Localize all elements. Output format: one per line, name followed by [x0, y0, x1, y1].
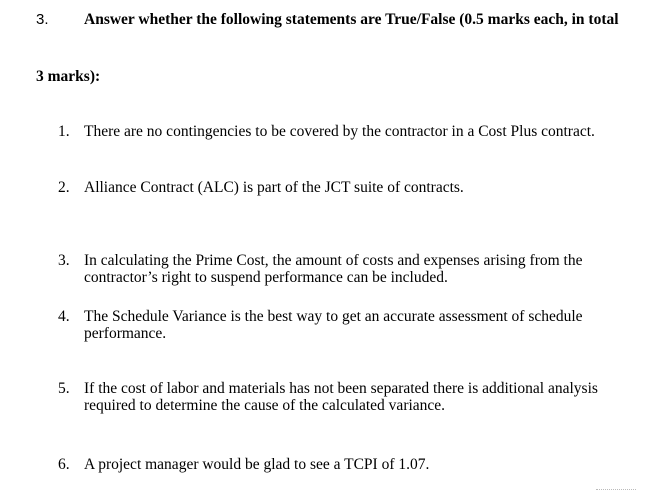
statement-item: [58, 179, 624, 196]
statement-number: 5.: [58, 380, 70, 397]
statement-text: The Schedule Variance is the best way to get an accurate assessment of schedule performance.: [84, 308, 583, 342]
statement-item: [58, 380, 624, 414]
question-number: 3.: [36, 11, 49, 28]
statement-item: [58, 308, 624, 342]
statement-text: If the cost of labor and materials has not been separated there is additional analysis required to determine the cause of the calculated variance.: [84, 380, 598, 414]
statement-item: [58, 456, 624, 473]
statement-number: 2.: [58, 179, 70, 196]
statement-text: In calculating the Prime Cost, the amount of costs and expenses arising from the contractor’s right to suspend performance can be included.: [84, 252, 583, 286]
statement-number: 3.: [58, 252, 70, 269]
statement-item: [58, 252, 624, 286]
statement-text: There are no contingencies to be covered by the contractor in a Cost Plus contract.: [84, 123, 595, 140]
page-edge-artifact: [596, 489, 636, 494]
statement-item: [58, 123, 624, 140]
question-title-continued: 3 marks):: [36, 68, 101, 85]
statement-text: Alliance Contract (ALC) is part of the JCT suite of contracts.: [84, 179, 464, 196]
statement-number: 1.: [58, 123, 70, 140]
statement-number: 4.: [58, 308, 70, 325]
statement-number: 6.: [58, 456, 70, 473]
statement-text: A project manager would be glad to see a TCPI of 1.07.: [84, 456, 430, 473]
question-title: Answer whether the following statements are True/False (0.5 marks each, in total: [84, 11, 619, 28]
